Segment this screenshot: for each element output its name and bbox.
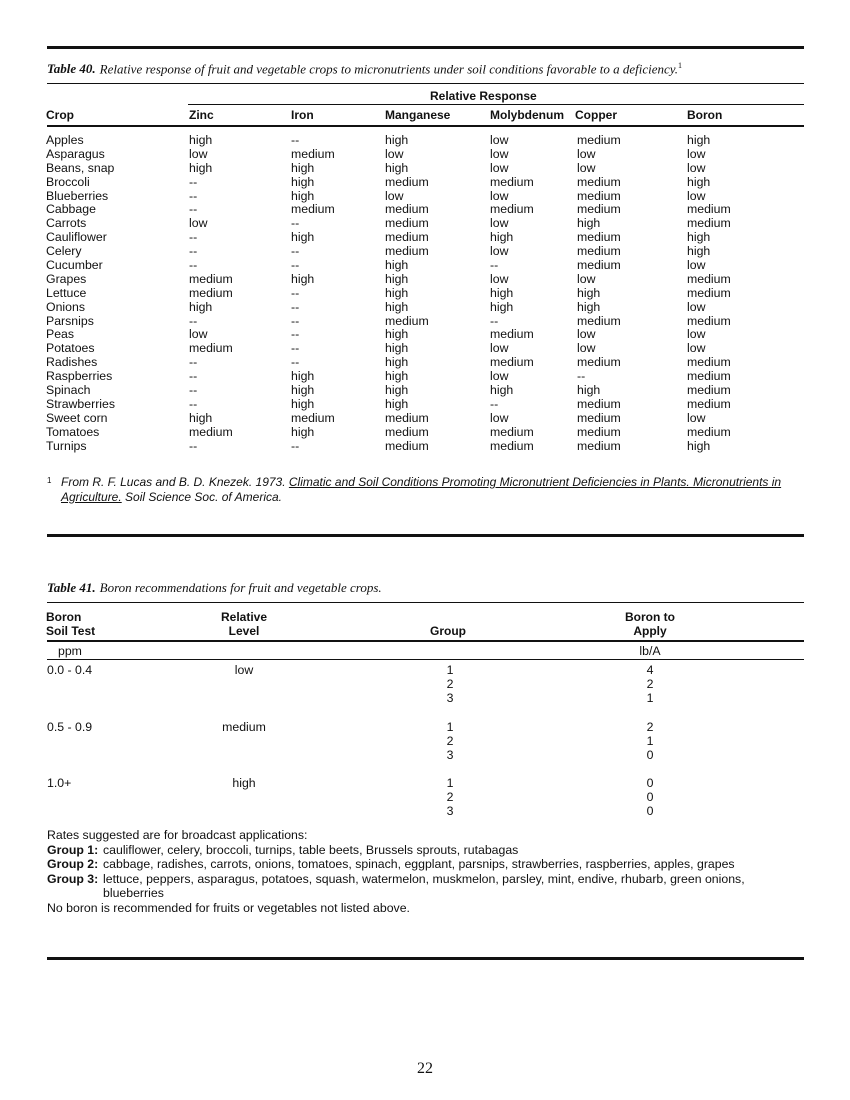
cell-boron: low bbox=[687, 410, 706, 425]
cell-iron: -- bbox=[291, 327, 300, 342]
cell-crop: Blueberries bbox=[46, 188, 109, 203]
table40-header-rule bbox=[47, 125, 804, 127]
cell-crop: Grapes bbox=[46, 271, 87, 286]
cell-zinc: -- bbox=[189, 355, 198, 370]
cell-group: 1 bbox=[446, 663, 454, 677]
group-2-text: cabbage, radishes, carrots, onions, tomatoes, spinach, eggplant, parsnips, strawberries, raspberries, apples, grapes bbox=[103, 857, 735, 871]
cell-boron: medium bbox=[687, 383, 731, 398]
cell-manganese: high bbox=[385, 341, 409, 356]
cell-iron: -- bbox=[291, 258, 300, 273]
footnote-title: Climatic and Soil Conditions Promoting Micronutrient Deficiencies in Plants. Micronutrients in Agriculture. bbox=[61, 475, 782, 504]
cell-copper: medium bbox=[577, 396, 621, 411]
cell-copper: low bbox=[577, 160, 596, 175]
table40-caption-text: Relative response of fruit and vegetable crops to micronutrients under soil conditions favorable to a deficiency. bbox=[99, 61, 679, 77]
cell-relative-level: low bbox=[234, 663, 254, 677]
cell-zinc: high bbox=[189, 410, 213, 425]
cell-crop: Turnips bbox=[46, 438, 87, 453]
cell-soil-test: 0.0 - 0.4 bbox=[47, 663, 93, 677]
cell-crop: Cucumber bbox=[46, 258, 103, 273]
cell-boron: medium bbox=[687, 355, 731, 370]
cell-molybdenum: -- bbox=[490, 258, 499, 273]
cell-molybdenum: low bbox=[490, 133, 509, 147]
cell-copper: -- bbox=[577, 369, 586, 384]
cell-boron: high bbox=[687, 438, 711, 453]
table41-caption-rule bbox=[47, 602, 804, 603]
table-row bbox=[46, 426, 806, 440]
cell-soil-test: 1.0+ bbox=[47, 776, 72, 790]
cell-boron: high bbox=[687, 133, 711, 147]
cell-manganese: medium bbox=[385, 244, 429, 259]
cell-zinc: -- bbox=[189, 174, 198, 189]
cell-manganese: high bbox=[385, 285, 409, 300]
cell-manganese: high bbox=[385, 133, 409, 147]
cell-group: 3 bbox=[446, 691, 454, 705]
cell-crop: Beans, snap bbox=[46, 160, 115, 175]
table-row bbox=[46, 315, 806, 329]
cell-zinc: -- bbox=[189, 383, 198, 398]
cell-molybdenum: high bbox=[490, 285, 514, 300]
cell-boron: low bbox=[687, 188, 706, 203]
table-row bbox=[46, 203, 806, 217]
cell-zinc: -- bbox=[189, 258, 198, 273]
cell-manganese: medium bbox=[385, 313, 429, 328]
cell-boron: medium bbox=[687, 216, 731, 231]
cell-copper: low bbox=[577, 341, 596, 356]
cell-molybdenum: medium bbox=[490, 327, 534, 342]
cell-iron: high bbox=[291, 230, 315, 245]
group-1-label: Group 1: bbox=[47, 842, 99, 857]
table41-caption-text: Boron recommendations for fruit and vegetable crops. bbox=[99, 580, 382, 595]
table-row bbox=[46, 370, 806, 384]
table-row bbox=[46, 412, 806, 426]
cell-crop: Apples bbox=[46, 133, 84, 147]
cell-boron-to-apply: 0 bbox=[646, 790, 654, 804]
cell-iron: high bbox=[291, 396, 315, 411]
cell-copper: medium bbox=[577, 133, 621, 147]
cell-boron: medium bbox=[687, 271, 731, 286]
cell-crop: Radishes bbox=[46, 355, 98, 370]
table-row bbox=[46, 162, 806, 176]
cell-crop: Sweet corn bbox=[46, 410, 108, 425]
cell-zinc: -- bbox=[189, 244, 198, 259]
cell-crop: Asparagus bbox=[46, 146, 105, 161]
cell-zinc: medium bbox=[189, 285, 233, 300]
cell-iron: medium bbox=[291, 146, 335, 161]
cell-molybdenum: high bbox=[490, 230, 514, 245]
table40-caption bbox=[47, 61, 807, 77]
table-row bbox=[46, 384, 806, 398]
cell-manganese: high bbox=[385, 355, 409, 370]
table-row bbox=[46, 259, 806, 273]
table41-caption bbox=[47, 580, 807, 596]
relative-response-header: Relative Response bbox=[430, 89, 537, 103]
cell-crop: Onions bbox=[46, 299, 85, 314]
footnote-prefix: From R. F. Lucas and B. D. Knezek. 1973. bbox=[61, 475, 289, 489]
cell-boron: high bbox=[687, 174, 711, 189]
cell-molybdenum: medium bbox=[490, 424, 534, 439]
cell-iron: high bbox=[291, 424, 315, 439]
table-row bbox=[46, 231, 806, 245]
cell-boron-to-apply: 0 bbox=[646, 804, 654, 818]
cell-copper: medium bbox=[577, 424, 621, 439]
cell-crop: Cauliflower bbox=[46, 230, 107, 245]
cell-copper: high bbox=[577, 285, 601, 300]
cell-iron: high bbox=[291, 271, 315, 286]
table-row bbox=[46, 342, 806, 356]
cell-zinc: high bbox=[189, 160, 213, 175]
cell-boron: medium bbox=[687, 313, 731, 328]
header-boron-line: Boron bbox=[46, 610, 82, 624]
cell-manganese: high bbox=[385, 299, 409, 314]
table-row bbox=[46, 287, 806, 301]
header-level-line: Level bbox=[228, 624, 260, 638]
table41-notes bbox=[47, 828, 807, 915]
cell-iron: high bbox=[291, 188, 315, 203]
cell-molybdenum: low bbox=[490, 160, 509, 175]
table-row bbox=[46, 190, 806, 204]
cell-manganese: medium bbox=[385, 438, 429, 453]
cell-copper: medium bbox=[577, 202, 621, 217]
cell-molybdenum: high bbox=[490, 299, 514, 314]
cell-crop: Lettuce bbox=[46, 285, 87, 300]
group-3-label: Group 3: bbox=[47, 871, 99, 886]
cell-copper: low bbox=[577, 327, 596, 342]
cell-crop: Carrots bbox=[46, 216, 87, 231]
col-header-copper: Copper bbox=[575, 108, 617, 122]
cell-iron: medium bbox=[291, 410, 335, 425]
cell-group: 1 bbox=[446, 776, 454, 790]
col-header-group: Group bbox=[430, 624, 466, 638]
cell-iron: -- bbox=[291, 341, 300, 356]
cell-boron: low bbox=[687, 258, 706, 273]
cell-manganese: low bbox=[385, 146, 404, 161]
cell-boron: high bbox=[687, 230, 711, 245]
cell-manganese: high bbox=[385, 160, 409, 175]
group-header-rule bbox=[188, 104, 804, 105]
cell-manganese: medium bbox=[385, 202, 429, 217]
cell-copper: low bbox=[577, 271, 596, 286]
table41-label: Table 41. bbox=[47, 580, 96, 595]
cell-boron: medium bbox=[687, 424, 731, 439]
table-row bbox=[46, 273, 806, 287]
top-rule bbox=[47, 46, 804, 49]
cell-copper: high bbox=[577, 299, 601, 314]
cell-group: 2 bbox=[446, 677, 454, 691]
cell-copper: high bbox=[577, 216, 601, 231]
cell-boron: low bbox=[687, 146, 706, 161]
cell-iron: -- bbox=[291, 133, 300, 147]
col-header-boron-soil-test bbox=[46, 610, 95, 638]
col-header-molybdenum: Molybdenum bbox=[490, 108, 564, 122]
cell-copper: medium bbox=[577, 230, 621, 245]
header-soil-test-line: Soil Test bbox=[46, 624, 96, 638]
cell-manganese: high bbox=[385, 396, 409, 411]
table41-bottom-rule bbox=[47, 957, 804, 960]
cell-boron-to-apply: 2 bbox=[646, 720, 654, 734]
group-3-text: lettuce, peppers, asparagus, potatoes, squash, watermelon, muskmelon, parsley, mint, endive, rhubarb, green onions, blueberries bbox=[103, 871, 745, 900]
col-header-crop: Crop bbox=[46, 108, 74, 122]
cell-group: 3 bbox=[446, 804, 454, 818]
cell-manganese: medium bbox=[385, 216, 429, 231]
cell-copper: medium bbox=[577, 174, 621, 189]
group-1-text: cauliflower, celery, broccoli, turnips, table beets, Brussels sprouts, rutabagas bbox=[103, 842, 519, 857]
cell-manganese: medium bbox=[385, 174, 429, 189]
col-header-zinc: Zinc bbox=[189, 108, 214, 122]
col-header-boron: Boron bbox=[687, 108, 723, 122]
cell-manganese: high bbox=[385, 383, 409, 398]
cell-zinc: low bbox=[189, 146, 208, 161]
cell-manganese: high bbox=[385, 258, 409, 273]
cell-manganese: medium bbox=[385, 410, 429, 425]
cell-iron: high bbox=[291, 174, 315, 189]
cell-zinc: -- bbox=[189, 188, 198, 203]
cell-boron: low bbox=[687, 327, 706, 342]
col-header-boron-to-apply bbox=[600, 610, 700, 638]
cell-boron: medium bbox=[687, 285, 731, 300]
col-header-relative-level bbox=[194, 610, 294, 638]
cell-copper: high bbox=[577, 383, 601, 398]
cell-iron: high bbox=[291, 383, 315, 398]
cell-iron: -- bbox=[291, 355, 300, 370]
cell-iron: -- bbox=[291, 313, 300, 328]
table-row bbox=[46, 217, 806, 231]
cell-zinc: -- bbox=[189, 438, 198, 453]
cell-crop: Peas bbox=[46, 327, 75, 342]
cell-boron-to-apply: 0 bbox=[646, 748, 654, 762]
table40-caption-sup: 1 bbox=[678, 61, 683, 70]
cell-iron: -- bbox=[291, 299, 300, 314]
cell-crop: Strawberries bbox=[46, 396, 116, 411]
cell-molybdenum: low bbox=[490, 244, 509, 259]
notes-closing: No boron is recommended for fruits or vegetables not listed above. bbox=[47, 900, 410, 915]
cell-iron: high bbox=[291, 369, 315, 384]
cell-manganese: low bbox=[385, 188, 404, 203]
header-boron-to-line: Boron to bbox=[625, 610, 675, 624]
cell-zinc: low bbox=[189, 327, 208, 342]
cell-molybdenum: low bbox=[490, 146, 509, 161]
cell-boron-to-apply: 0 bbox=[646, 776, 654, 790]
cell-manganese: high bbox=[385, 271, 409, 286]
cell-copper: medium bbox=[577, 188, 621, 203]
table-row bbox=[46, 176, 806, 190]
cell-crop: Raspberries bbox=[46, 369, 113, 384]
cell-zinc: -- bbox=[189, 313, 198, 328]
cell-molybdenum: low bbox=[490, 410, 509, 425]
header-apply-line: Apply bbox=[633, 624, 667, 638]
table-row bbox=[46, 301, 806, 315]
group-3-note bbox=[47, 872, 807, 901]
cell-crop: Parsnips bbox=[46, 313, 94, 328]
table-row bbox=[46, 134, 806, 148]
cell-boron-to-apply: 1 bbox=[646, 691, 654, 705]
table40-footnote bbox=[47, 475, 807, 505]
cell-boron: medium bbox=[687, 396, 731, 411]
cell-boron: low bbox=[687, 299, 706, 314]
cell-molybdenum: medium bbox=[490, 355, 534, 370]
cell-zinc: low bbox=[189, 216, 208, 231]
cell-zinc: medium bbox=[189, 341, 233, 356]
col-header-iron: Iron bbox=[291, 108, 314, 122]
cell-copper: medium bbox=[577, 410, 621, 425]
cell-group: 2 bbox=[446, 790, 454, 804]
table-row bbox=[46, 398, 806, 412]
table41-unit-rule bbox=[47, 659, 804, 660]
table40-label: Table 40. bbox=[47, 61, 96, 77]
cell-copper: medium bbox=[577, 258, 621, 273]
cell-iron: high bbox=[291, 160, 315, 175]
table41-header-rule bbox=[47, 640, 804, 642]
cell-iron: -- bbox=[291, 244, 300, 259]
cell-zinc: -- bbox=[189, 396, 198, 411]
table40-bottom-rule bbox=[47, 534, 804, 537]
unit-lb-per-acre: lb/A bbox=[639, 644, 661, 658]
cell-crop: Potatoes bbox=[46, 341, 95, 356]
cell-manganese: medium bbox=[385, 424, 429, 439]
cell-group: 3 bbox=[446, 748, 454, 762]
group-2-note bbox=[47, 857, 807, 872]
cell-zinc: -- bbox=[189, 202, 198, 217]
cell-boron-to-apply: 2 bbox=[646, 677, 654, 691]
col-header-manganese: Manganese bbox=[385, 108, 451, 122]
cell-crop: Broccoli bbox=[46, 174, 90, 189]
cell-zinc: -- bbox=[189, 230, 198, 245]
cell-iron: -- bbox=[291, 285, 300, 300]
cell-group: 2 bbox=[446, 734, 454, 748]
cell-copper: medium bbox=[577, 313, 621, 328]
header-relative-line: Relative bbox=[220, 610, 268, 624]
cell-molybdenum: low bbox=[490, 188, 509, 203]
cell-boron-to-apply: 1 bbox=[646, 734, 654, 748]
cell-molybdenum: high bbox=[490, 383, 514, 398]
footnote-suffix: Soil Science Soc. of America. bbox=[121, 490, 282, 504]
cell-boron: medium bbox=[687, 202, 731, 217]
cell-crop: Tomatoes bbox=[46, 424, 100, 439]
cell-zinc: high bbox=[189, 299, 213, 314]
footnote-marker: 1 bbox=[47, 476, 52, 485]
cell-boron: low bbox=[687, 341, 706, 356]
table-row bbox=[46, 356, 806, 370]
cell-molybdenum: -- bbox=[490, 313, 499, 328]
cell-molybdenum: medium bbox=[490, 174, 534, 189]
cell-copper: medium bbox=[577, 244, 621, 259]
cell-zinc: medium bbox=[189, 271, 233, 286]
cell-boron-to-apply: 4 bbox=[646, 663, 654, 677]
notes-intro: Rates suggested are for broadcast applications: bbox=[47, 828, 308, 842]
cell-copper: medium bbox=[577, 438, 621, 453]
cell-group: 1 bbox=[446, 720, 454, 734]
cell-molybdenum: medium bbox=[490, 202, 534, 217]
cell-crop: Celery bbox=[46, 244, 82, 259]
cell-zinc: medium bbox=[189, 424, 233, 439]
cell-molybdenum: low bbox=[490, 369, 509, 384]
cell-manganese: high bbox=[385, 369, 409, 384]
cell-iron: -- bbox=[291, 438, 300, 453]
unit-ppm: ppm bbox=[58, 644, 82, 658]
cell-iron: -- bbox=[291, 216, 300, 231]
table-row bbox=[46, 440, 806, 454]
page-number: 22 bbox=[417, 1060, 433, 1077]
cell-relative-level: medium bbox=[222, 720, 266, 734]
cell-soil-test: 0.5 - 0.9 bbox=[47, 720, 93, 734]
cell-molybdenum: -- bbox=[490, 396, 499, 411]
cell-crop: Cabbage bbox=[46, 202, 96, 217]
cell-copper: low bbox=[577, 146, 596, 161]
cell-boron: medium bbox=[687, 369, 731, 384]
table-row bbox=[46, 148, 806, 162]
cell-zinc: high bbox=[189, 133, 213, 147]
cell-manganese: medium bbox=[385, 230, 429, 245]
cell-manganese: high bbox=[385, 327, 409, 342]
cell-molybdenum: low bbox=[490, 271, 509, 286]
table-row bbox=[46, 328, 806, 342]
cell-molybdenum: medium bbox=[490, 438, 534, 453]
cell-boron: low bbox=[687, 160, 706, 175]
cell-relative-level: high bbox=[232, 776, 256, 790]
cell-crop: Spinach bbox=[46, 383, 91, 398]
group-1-note bbox=[47, 843, 807, 858]
cell-boron: high bbox=[687, 244, 711, 259]
group-2-label: Group 2: bbox=[47, 857, 99, 871]
table-row bbox=[46, 245, 806, 259]
table40-body bbox=[46, 134, 806, 453]
cell-copper: medium bbox=[577, 355, 621, 370]
cell-molybdenum: low bbox=[490, 341, 509, 356]
cell-molybdenum: low bbox=[490, 216, 509, 231]
table40-caption-rule bbox=[47, 83, 804, 84]
cell-iron: medium bbox=[291, 202, 335, 217]
cell-zinc: -- bbox=[189, 369, 198, 384]
